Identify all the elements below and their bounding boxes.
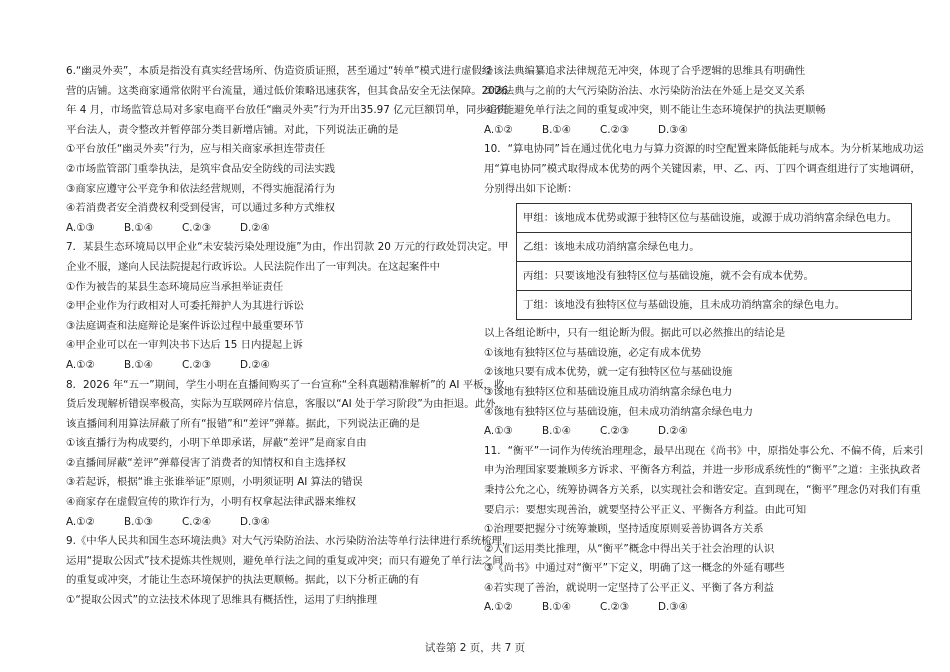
q10-line: 以上各组论断中，只有一组论断为假。据此可以必然推出的结论是	[484, 327, 786, 340]
q7-statement: ③法庭调查和法庭辩论是案件诉讼过程中最重要环节	[66, 319, 304, 332]
q6-statement: ④若消费者安全消费权利受到侵害，可以通过多种方式维权	[66, 202, 336, 215]
q9-statement: ③该法典与之前的大气污染防治法、水污染防治法在外延上是交叉关系	[484, 84, 806, 97]
option-b: B.①③	[124, 515, 154, 528]
q7-statement: ②甲企业作为行政相对人可委托辩护人为其进行诉讼	[66, 300, 304, 313]
option-d: D.③④	[240, 515, 270, 528]
q11-statement: ①治理要把握分寸统筹兼顾，坚持适度原则妥善协调各方关系	[484, 523, 764, 536]
option-c: C.②③	[600, 425, 630, 438]
option-d: D.③④	[658, 123, 688, 136]
q9-statement: ②该法典编纂追求法律规范无冲突，体现了合乎逻辑的思维具有明确性	[484, 65, 806, 77]
q11-line: 秉持公允之心，统筹协调各方关系，以实现社会和谐安定。直到现在，“衡平”理念仍对我们有重	[484, 483, 921, 496]
q6-line: 6.“幽灵外卖”，本质是指没有真实经营场所、伪造资质证照，甚至通过“转单”模式进行虚假经	[66, 65, 493, 77]
finding-group-bing: 丙组：只要该地没有独特区位与基础设施，就不会有成本优势。	[517, 262, 911, 291]
q8-statement: ④商家存在虚假宣传的欺诈行为，小明有权拿起法律武器来维权	[66, 496, 356, 509]
q11-line: 申为治理国家要兼顾多方诉求、平衡各方利益，并进一步形成系统性的“衡平”之道：主张执政者	[484, 464, 921, 477]
q10-statement: ①该地有独特区位与基础设施，必定有成本优势	[484, 346, 702, 359]
q11-line: 11．“衡平”一词作为传统治理理念，最早出现在《尚书》中，原指处事公允、不偏不倚，后来引	[484, 444, 924, 457]
q8-options	[66, 513, 471, 533]
page-footer: 试卷第 2 页，共 7 页	[424, 642, 526, 654]
q8-statement: ①该直播行为构成要约，小明下单即承诺，屏蔽“差评”是商家自由	[66, 437, 367, 450]
q6-line: 营的店铺。这类商家通常依附平台流量，通过低价策略迅速获客，但其食品安全无法保障。2026	[66, 84, 509, 97]
q10-statement: ③该地有独特区位和基础设施且成功消纳富余绿色电力	[484, 385, 733, 398]
q6-statement: ③商家应遵守公平竞争和依法经营规则，不得实施混淆行为	[66, 182, 336, 195]
question-9-continued	[484, 62, 889, 140]
q9-line: 的重复或冲突，才能让生态环境保护的执法更顺畅。据此，以下分析正确的有	[66, 574, 420, 587]
option-a: A.①③	[484, 425, 513, 438]
q6-statement: ②市场监管部门重拳执法，是筑牢食品安全防线的司法实践	[66, 162, 336, 175]
q11-statement: ②人们运用类比推理，从“衡平”概念中得出关于社会治理的认识	[484, 542, 775, 555]
q6-line: 平台法人，责令整改并暂停部分类目新增店铺。对此，下列说法正确的是	[66, 123, 399, 136]
q9-options	[484, 121, 889, 141]
finding-group-ding: 丁组：该地没有独特区位与基础设施，且未成功消纳富余的绿色电力。	[523, 299, 846, 312]
option-a: A.①②	[66, 358, 95, 371]
question-11	[484, 442, 924, 618]
q9-statement: ④不能避免单行法之间的重复或冲突，则不能让生态环境保护的执法更顺畅	[484, 104, 826, 117]
q11-statement: ③《尚书》中通过对“衡平”下定义，明确了这一概念的外延有哪些	[484, 562, 785, 575]
option-c: C.②③	[182, 358, 212, 371]
q7-statement: ①作为被告的某县生态环境局应当承担举证责任	[66, 280, 284, 293]
option-d: D.②④	[240, 358, 270, 371]
option-c: C.②③	[600, 123, 630, 136]
q7-options	[66, 356, 471, 376]
q11-statement: ④若实现了善治，就说明一定坚持了公平正义、平衡了各方利益	[484, 581, 774, 594]
question-10	[484, 140, 924, 441]
finding-group-jia: 甲组：该地成本优势或源于独特区位与基础设施，或源于成功消纳富余绿色电力。	[517, 204, 911, 233]
option-b: B.①④	[542, 425, 572, 438]
q10-statement: ④该地有独特区位与基础设施，但未成功消纳富余绿色电力	[484, 405, 754, 418]
option-d: D.②④	[658, 425, 688, 438]
option-b: B.①④	[124, 358, 154, 371]
survey-findings-table	[516, 203, 912, 320]
q11-options	[484, 598, 889, 618]
left-column	[66, 62, 513, 611]
option-d: D.②④	[240, 221, 270, 234]
option-b: B.①④	[542, 601, 572, 614]
option-a: A.①②	[484, 123, 513, 136]
q10-statement: ②该地只要有成本优势，就一定有独特区位与基础设施	[484, 366, 733, 379]
option-c: C.②④	[182, 515, 212, 528]
q10-line: 分别得出如下论断：	[484, 182, 578, 195]
option-b: B.①④	[542, 123, 572, 136]
q8-line: 该直播间利用算法屏蔽了所有“报错”和“差评”弹幕。据此，下列说法正确的是	[66, 417, 421, 430]
q6-statement: ①平台放任“幽灵外卖”行为，应与相关商家承担连带责任	[66, 143, 326, 156]
option-a: A.①②	[484, 601, 513, 614]
option-a: A.①②	[66, 515, 95, 528]
option-d: D.③④	[658, 601, 688, 614]
right-column	[484, 62, 924, 618]
q8-line: 货后发现解析错误率极高，实际为互联网碎片信息，客服以“AI 处于学习阶段”为由拒退。此外，	[66, 398, 506, 411]
q10-line: 用“算电协同”模式取得成本优势的两个关键因素，甲、乙、丙、丁四个调查组进行了实地调研，	[484, 162, 921, 175]
q10-line: 10．“算电协同”旨在通过优化电力与算力资源的时空配置来降低能耗与成本。为分析某地成功运	[484, 143, 924, 156]
option-a: A.①③	[66, 221, 95, 234]
q9-line: 9.《中华人民共和国生态环境法典》对大气污染防治法、水污染防治法等单行法律进行系统梳理，	[66, 535, 513, 548]
q6-line: 年 4 月，市场监管总局对多家电商平台放任“幽灵外卖”行为开出35.97 亿元巨额罚单，同步追责	[66, 104, 508, 117]
option-c: C.②③	[600, 601, 630, 614]
q8-statement: ③若起诉，根据“谁主张谁举证”原则，小明须证明 AI 算法的错误	[66, 476, 363, 489]
q11-line: 要启示：要想实现善治，就要坚持公平正义、平衡各方利益。由此可知	[484, 503, 807, 516]
question-7	[66, 238, 509, 375]
q10-options	[484, 422, 889, 442]
q8-statement: ②直播间屏蔽“差评”弹幕侵害了消费者的知情权和自主选择权	[66, 456, 346, 469]
option-c: C.②③	[182, 221, 212, 234]
q7-line: 企业不服，遂向人民法院提起行政诉讼。人民法院作出了一审判决。在这起案件中	[66, 260, 441, 273]
q9-line: 运用“提取公因式”技术提炼共性规则，避免单行法之间的重复或冲突；而只有避免了单行法之间	[66, 554, 503, 567]
finding-group-yi: 乙组：该地未成功消纳富余绿色电力。	[517, 233, 911, 262]
q7-line: 7．某县生态环境局以甲企业“未安装污染处理设施”为由，作出罚款 20 万元的行政处罚决定。甲	[66, 241, 509, 254]
q6-options	[66, 219, 471, 239]
q8-line: 8．2026 年“五一”期间，学生小明在直播间购买了一台宣称“全科真题精准解析”的 AI 平板，收	[66, 378, 505, 391]
option-b: B.①④	[124, 221, 154, 234]
q9-statement: ①“提取公因式”的立法技术体现了思维具有概括性，运用了归纳推理	[66, 594, 378, 607]
q7-statement: ④甲企业可以在一审判决书下达后 15 日内提起上诉	[66, 339, 303, 352]
